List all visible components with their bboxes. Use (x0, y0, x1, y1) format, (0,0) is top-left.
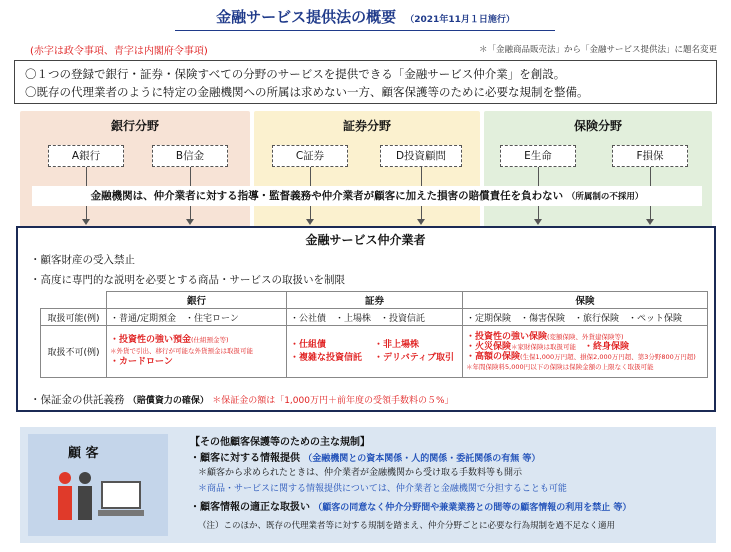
bank-card-loan: ・カードローン (110, 357, 173, 367)
col-securities: 証券 (287, 292, 463, 309)
arrow-head (417, 219, 425, 225)
row-label-forbidden: 取扱不可(例) (41, 326, 107, 378)
bank-fx-note: ＊外貨で引出、移行が可能な外貨預金は取扱可能 (110, 347, 253, 355)
arrow-head (646, 219, 654, 225)
col-insurance: 保険 (463, 292, 708, 309)
sector-securities (254, 111, 480, 227)
computer-icon (96, 480, 146, 522)
sector-insurance (484, 111, 712, 227)
customer-info-label: ・顧客情報の適正な取扱い (190, 502, 310, 513)
arrow-head (186, 219, 194, 225)
fee-disclosure-note: ＊顧客から求められたときは、仲介業者が金融機関から受け取る手数料等も開示 (198, 468, 523, 478)
intro-line-2: 〇既存の代理業者のように特定の金融機関への所属は求めない一方、顧客保護等のために必要な規制を整備。 (25, 85, 589, 99)
institution-a-bank: A銀行 (48, 145, 124, 167)
forbidden-insurance (463, 326, 708, 378)
ins-high-amount-note: (生保1,000万円超、損保2,000万円超、第3分野800万円超) (520, 352, 696, 361)
sector-bank-title: 銀行分野 (110, 119, 159, 133)
footnote: （注）このほか、既存の代理業者等に対する規制を踏まえ、仲介分野ごとに必要な行為規制を過不足なく適用 (198, 521, 616, 531)
deposit-label: ・保証金の供託義務 (30, 394, 125, 406)
bank-structured-deposit: ・投資性の強い預金 (110, 335, 192, 345)
responsibility-text: 金融機関は、仲介業者に対する指導・監督義務や仲介業者が顧客に加えた損害の賠償責任を負わない (90, 190, 564, 202)
ins-investment-type: ・投資性の強い保険 (466, 331, 548, 342)
info-provision-label: ・顧客に対する情報提供 (190, 453, 300, 464)
allowed-insurance: ・定期保険 ・傷害保険 ・旅行保険 ・ペット保険 (463, 309, 708, 326)
arrow-head (534, 219, 542, 225)
sector-insurance-title: 保険分野 (573, 119, 622, 133)
info-sharing-note: ＊商品・サービスに関する情報提供については、仲介業者と金融機関で分担することも可能 (198, 484, 567, 494)
institution-f-nonlife: F損保 (612, 145, 688, 167)
intro-box (14, 60, 717, 104)
arrow-head (82, 219, 90, 225)
responsibility-note: （所属制の不採用） (566, 192, 644, 202)
title-underline (175, 30, 555, 31)
allowed-bank: ・普通/定期預金 ・住宅ローン (107, 309, 287, 326)
sec-structured-bond: ・仕組債 (290, 339, 327, 350)
info-provision (190, 449, 540, 464)
ins-whole-life: ・終身保険 (584, 341, 630, 352)
intro-line-1: 〇１つの登録で銀行・証券・保険すべての分野のサービスを提供できる「金融サービス仲介業」を創設。 (25, 67, 566, 81)
institution-c-securities: C証券 (272, 145, 348, 167)
table-row-forbidden (41, 326, 708, 378)
sector-securities-title: 証券分野 (342, 119, 391, 133)
bank-structured-note: (仕組預金等) (191, 336, 229, 344)
bullet-no-custody: ・顧客財産の受入禁止 (30, 254, 135, 266)
other-regulations-title: 【その他顧客保護等のための主な規制】 (190, 437, 370, 448)
ins-fire-note: ＊家財保険は取扱可能 (511, 342, 577, 351)
page-title: 金融サービス提供法の概要 (216, 8, 397, 26)
table-corner (41, 292, 107, 309)
deposit-purpose: （賠償資力の確保） (127, 396, 209, 406)
sec-unlisted-stock: ・非上場株 (374, 339, 420, 350)
forbidden-securities (287, 326, 463, 378)
table-row-allowed (41, 309, 708, 326)
sec-complex-fund: ・複雑な投資信託 (290, 352, 363, 363)
ins-premium-note: ＊年間保険料5,000円以下の保険は保険金額の上限なく取扱可能 (466, 362, 654, 371)
table-header-row (41, 292, 708, 309)
ins-fire: ・火災保険 (466, 341, 512, 352)
rename-note: ＊「金融商品販売法」から「金融サービス提供法」に題名変更 (478, 45, 717, 55)
deposit-obligation (30, 392, 454, 407)
deposit-amount-note: ＊保証金の額は「1,000万円＋前年度の受領手数料の５%」 (212, 396, 454, 406)
enforcement-date: （2021年11月１日施行） (405, 15, 515, 25)
page-header (0, 6, 731, 27)
row-label-allowed: 取扱可能(例) (41, 309, 107, 326)
intermediary-title: 金融サービス仲介業者 (305, 233, 426, 247)
institution-b-shinkin: B信金 (152, 145, 228, 167)
color-legend-note: (赤字は政令事項、青字は内閣府令事項) (30, 46, 208, 57)
ins-high-amount: ・高額の保険 (466, 351, 521, 362)
allowed-securities: ・公社債 ・上場株 ・投資信託 (287, 309, 463, 326)
customer-label: 顧 客 (68, 446, 99, 461)
institution-d-advisor: D投資顧問 (380, 145, 462, 167)
ins-investment-note: (変額保険、外貨建保険等) (547, 332, 624, 341)
forbidden-bank (107, 326, 287, 378)
info-provision-detail: （金融機関との資本関係・人的関係・委託関係の有無 等） (303, 454, 541, 464)
customer-info-handling (190, 498, 631, 513)
customer-info-detail: （顧客の同意なく仲介分野間や兼業業務との間等の顧客情報の利用を禁止 等） (313, 503, 632, 513)
col-bank: 銀行 (107, 292, 287, 309)
responsibility-statement (32, 186, 702, 206)
bullet-restriction: ・高度に専門的な説明を必要とする商品・サービスの取扱いを制限 (30, 274, 345, 286)
institution-e-life: E生命 (500, 145, 576, 167)
sec-derivatives: ・デリバティブ取引 (374, 352, 455, 363)
product-table (40, 291, 708, 378)
arrow-head (306, 219, 314, 225)
sector-bank (20, 111, 250, 227)
